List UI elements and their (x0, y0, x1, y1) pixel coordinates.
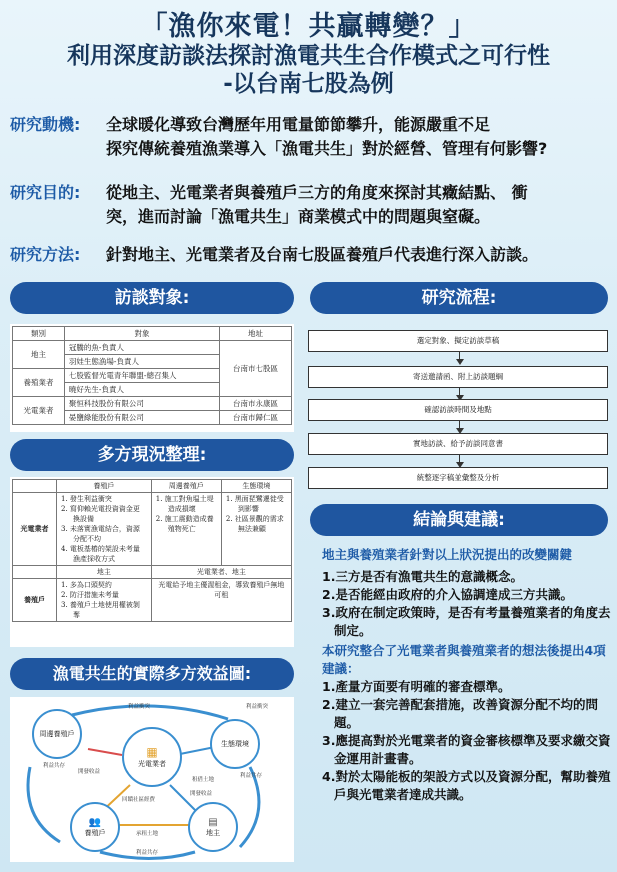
flow-step-1: 選定對象、擬定訪談草稿 (308, 330, 608, 352)
purpose-label: 研究目的: (10, 183, 81, 202)
suggestion-item: 2.建立一套完善配套措施，改善資源分配不均的問題。 (322, 697, 598, 730)
interview-subject: 七股監督光電青年聯盟-總召集人 (64, 369, 219, 383)
edge-label: 承租土地 (136, 831, 159, 837)
edge-label: 開發收益 (190, 791, 213, 797)
purpose-line1: 從地主、光電業者與養殖戶三方的角度來探討其癥結點、 衝 (106, 183, 528, 202)
edge-label: 回饋社區經費 (122, 797, 156, 803)
node-landlord: ▤ 地主 (188, 802, 238, 852)
arrow-left (28, 767, 60, 842)
interview-header-subject: 對象 (64, 327, 219, 341)
status-cell: 1. 施工對魚塭土堤造成損壞 2. 施工震動造成養殖物死亡 (151, 493, 221, 566)
conclusion-item: 2.是否能經由政府的介入協調達成三方共識。 (322, 587, 573, 602)
conclusion-body (322, 546, 612, 804)
motivation-label: 研究動機: (10, 115, 81, 134)
status-header: 周邊養殖戶 (151, 480, 221, 493)
node-nearby-farmers: 周邊養殖戶 (32, 709, 82, 759)
poster-title-line3: -以台南七股為例 (223, 71, 394, 97)
purpose-line2: 突，進而討論「漁電共生」商業模式中的問題與窒礙。 (106, 207, 491, 226)
node-solar-operator: ▦ 光電業者 (122, 727, 182, 787)
flow-step-2: 寄送邀請函、附上訪談題綱 (308, 366, 608, 388)
interview-header-category: 類別 (13, 327, 65, 341)
status-cell: 1. 黑面琵鷺遷徙受到影響 2. 社區景觀的需求無法兼顧 (221, 493, 291, 566)
suggestion-item: 3.應提高對於光電業者的資金審核標準及要求繳交資金運用計畫書。 (322, 733, 611, 766)
edge-label: 利益共存 (240, 773, 263, 779)
status-cell: 1. 發生利益衝突 2. 寫仰賴光電投資資金更換設備 3. 未落實漁電結合，資源分配不均 4. 電板基樁的架設未考量漁產採收方式 (57, 493, 152, 566)
interview-cat-farmer: 養殖業者 (13, 369, 65, 397)
motivation-section (10, 113, 547, 161)
edge-label: 租借土地 (192, 777, 215, 783)
status-heading: 多方現況整理: (10, 439, 294, 471)
status-cell: 光電給予地主優渥租金，導致養殖戶無地可租 (151, 579, 291, 622)
edge-label: 利益衝突 (246, 704, 269, 710)
flow-step-3: 確認訪談時間及地點 (308, 399, 608, 421)
interview-addr-qigu: 台南市七股區 (220, 341, 292, 397)
interview-subject: 曉好先生-負責人 (64, 383, 219, 397)
benefit-heading: 漁電共生的實際多方效益圖: (10, 658, 294, 690)
interview-addr: 台南市永康區 (220, 397, 292, 411)
interview-addr: 台南市歸仁區 (220, 411, 292, 425)
conclusion-sub2: 本研究整合了光電業者與養殖業者的想法後提出4項建議： (322, 643, 606, 676)
status-table (12, 479, 292, 622)
arrow-conflict (88, 749, 122, 755)
node-ecosystem: 生態環境 (210, 719, 260, 769)
status-row-label: 養殖戶 (13, 579, 57, 622)
node-farmer: 👥 養殖戶 (70, 802, 120, 852)
solar-panel-icon: ▦ (146, 745, 158, 759)
conclusion-item: 1.三方是否有漁電共生的意識概念。 (322, 569, 523, 584)
poster-title-line2: 利用深度訪談法探討漁電共生合作模式之可行性 (67, 43, 550, 69)
flow-heading: 研究流程: (310, 282, 608, 314)
interview-heading: 訪談對象: (10, 282, 294, 314)
interview-subject: 冠騰的魚-負責人 (64, 341, 219, 355)
arrow-right (240, 767, 259, 847)
status-row-label: 光電業者 (13, 493, 57, 566)
flow-arrow (456, 359, 464, 365)
benefit-diagram (10, 697, 294, 862)
status-cell: 1. 多為口頭契約 2. 防汙措施未考量 3. 養殖戶土地使用權被剝奪 (57, 579, 152, 622)
status-table-panel (10, 477, 294, 647)
people-icon: 👥 (88, 816, 102, 828)
motivation-line2: 探究傳統養殖漁業導入「漁電共生」對於經營、管理有何影響? (106, 139, 548, 158)
interview-header-address: 地址 (220, 327, 292, 341)
status-header: 光電業者、地主 (151, 566, 291, 579)
interview-cat-solar: 光電業者 (13, 397, 65, 425)
purpose-section (10, 181, 528, 229)
interview-subject: 晏鹽綠能股份有限公司 (64, 411, 219, 425)
interview-subject: 羽娃生態漁場-負責人 (64, 355, 219, 369)
status-header: 生態環境 (221, 480, 291, 493)
poster-title-line1: 「漁你來電！共贏轉變？」 (140, 11, 477, 42)
conclusion-sub1: 地主與養殖業者針對以上狀況提出的改變關鍵 (322, 547, 573, 562)
interview-table (12, 326, 292, 425)
motivation-line1: 全球暖化導致台灣歷年用電量節節攀升，能源嚴重不足 (106, 115, 491, 134)
suggestion-item: 4.對於太陽能板的架設方式以及資源分配，幫助養殖戶與光電業者達成共識。 (322, 769, 611, 802)
conclusion-heading: 結論與建議: (310, 504, 608, 536)
conclusion-item: 3.政府在制定政策時，是否有考量養殖業者的角度去制定。 (322, 605, 611, 638)
status-header: 養殖戶 (57, 480, 152, 493)
edge-label: 利益共存 (43, 763, 66, 769)
edge-label: 利益衝突 (128, 704, 151, 710)
flow-step-5: 統整逐字稿並彙整及分析 (308, 467, 608, 489)
method-section (10, 243, 538, 267)
method-label: 研究方法: (10, 245, 81, 264)
flow-step-4: 實地訪談、給予訪談同意書 (308, 433, 608, 455)
edge-label: 開發收益 (78, 769, 101, 775)
status-header: 地主 (57, 566, 152, 579)
edge-label: 利益共存 (136, 850, 159, 856)
document-icon: ▤ (208, 816, 218, 828)
suggestion-item: 1.產量方面要有明確的審查標準。 (322, 679, 511, 694)
interview-subject: 聚恒科技股份有限公司 (64, 397, 219, 411)
interview-cat-landlord: 地主 (13, 341, 65, 369)
method-text: 針對地主、光電業者及台南七股區養殖戶代表進行深入訪談。 (106, 245, 539, 264)
interview-table-panel (10, 324, 294, 432)
